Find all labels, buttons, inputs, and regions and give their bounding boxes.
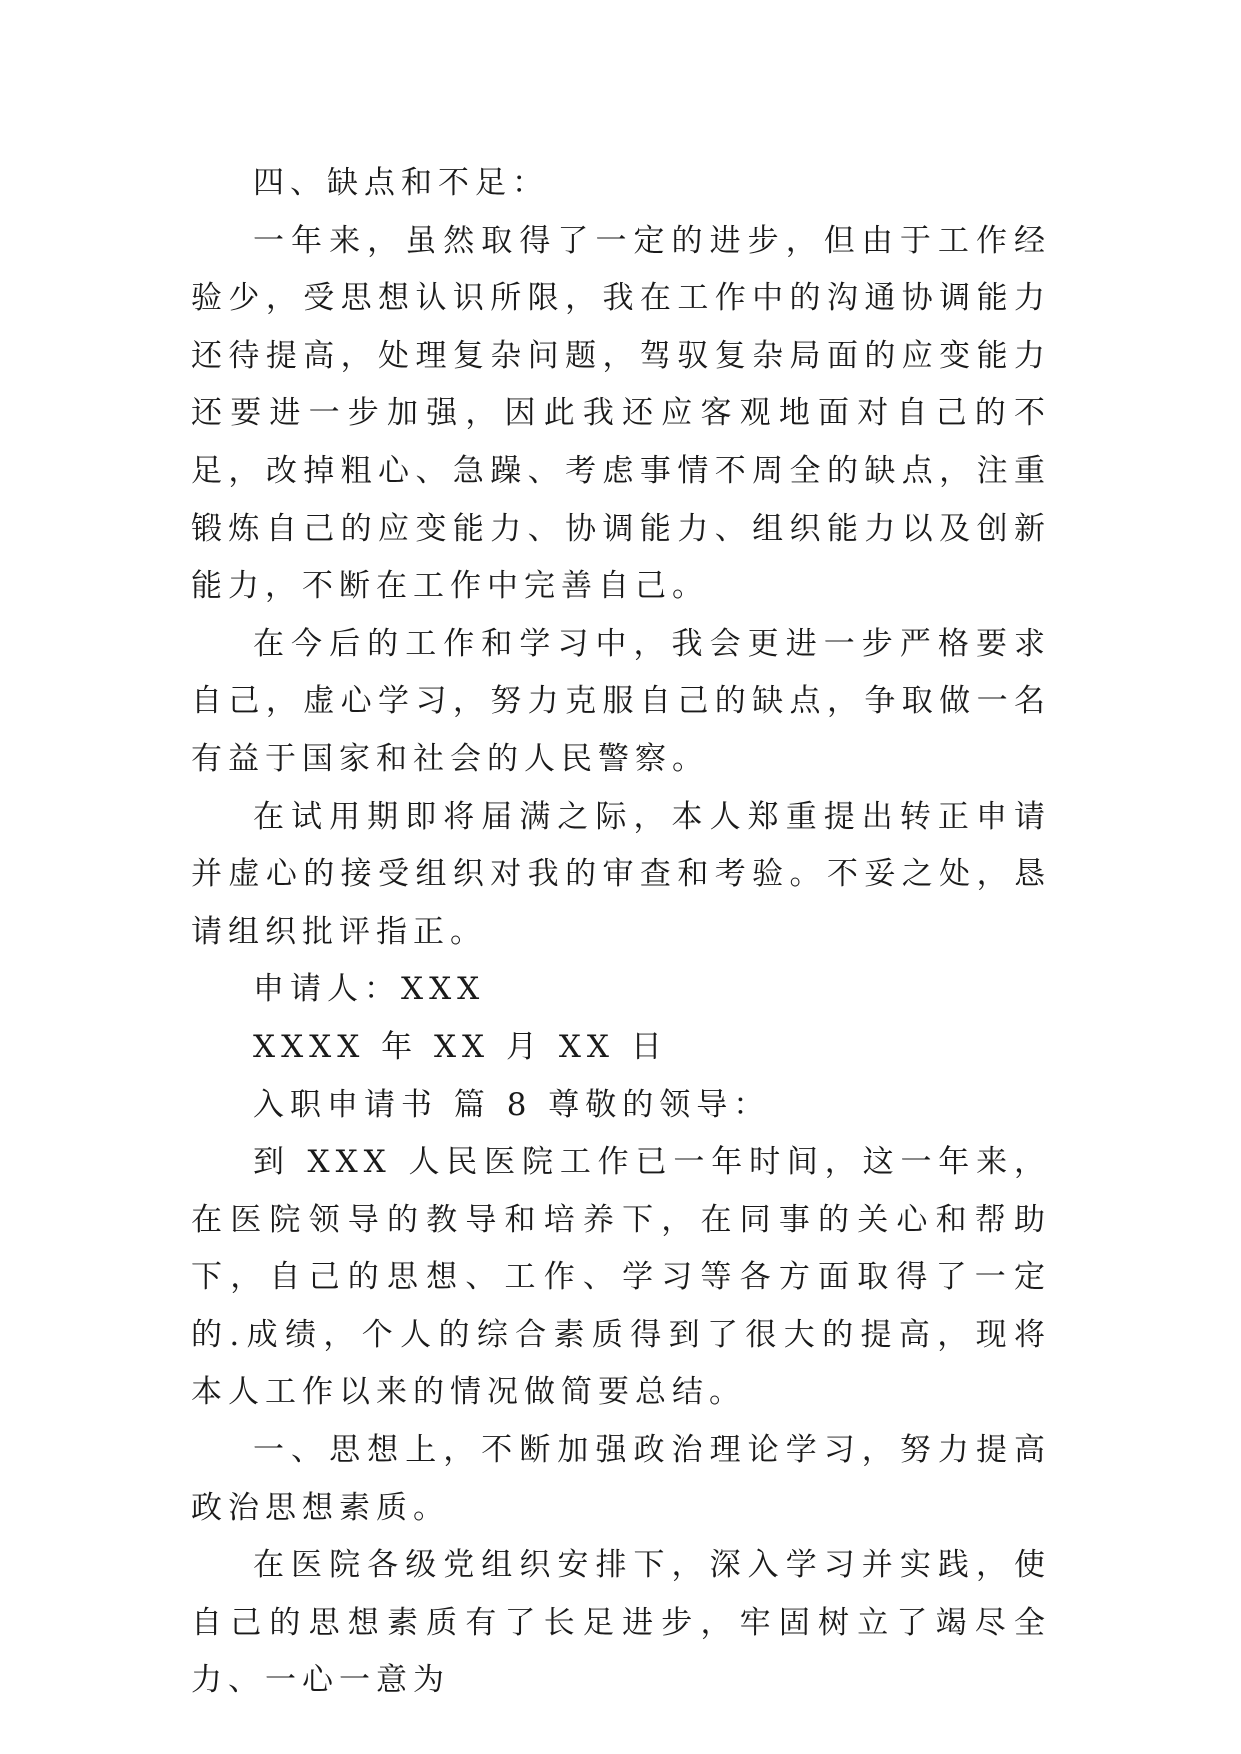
- applicant-signature: 申请人：XXX: [253, 971, 486, 1008]
- document-body: [191, 155, 1051, 1710]
- paragraph-hospital-intro: 到 XXX 人民医院工作已一年时间，这一年来，在医院领导的教导和培养下，在同事的关心和帮助下，自己的思想、工作、学习等各方面取得了一定的.成绩，个人的综合素质得到了很大的提高，现将本人工作以来的情况做简要总结。: [191, 1144, 1051, 1411]
- paragraph-party-study: 在医院各级党组织安排下，深入学习并实践，使自己的思想素质有了长足进步，牢固树立了竭尽全力、一心一意为: [191, 1547, 1051, 1699]
- letter-heading-salutation: 入职申请书 篇 8 尊敬的领导：: [253, 1086, 771, 1123]
- section-heading-ideology: 一、思想上，不断加强政治理论学习，努力提高政治思想素质。: [191, 1432, 1051, 1526]
- application-date: XXXX 年 XX 月 XX 日: [253, 1028, 668, 1065]
- paragraph-future-work: 在今后的工作和学习中，我会更进一步严格要求自己，虚心学习，努力克服自己的缺点，争取做一名有益于国家和社会的人民警察。: [191, 625, 1051, 777]
- paragraph-shortcomings: 一年来，虽然取得了一定的进步，但由于工作经验少，受思想认识所限，我在工作中的沟通协调能力还待提高，处理复杂问题，驾驭复杂局面的应变能力还要进一步加强，因此我还应客观地面对自己的不足，改掉粗心、急躁、考虑事情不周全的缺点，注重锻炼自己的应变能力、协调能力、组织能力以及创新能力，不断在工作中完善自己。: [191, 222, 1051, 605]
- paragraph-application-request: 在试用期即将届满之际，本人郑重提出转正申请并虚心的接受组织对我的审查和考验。不妥之处，恳请组织批评指正。: [191, 798, 1051, 950]
- section-heading-shortcomings: 四、缺点和不足：: [253, 165, 549, 201]
